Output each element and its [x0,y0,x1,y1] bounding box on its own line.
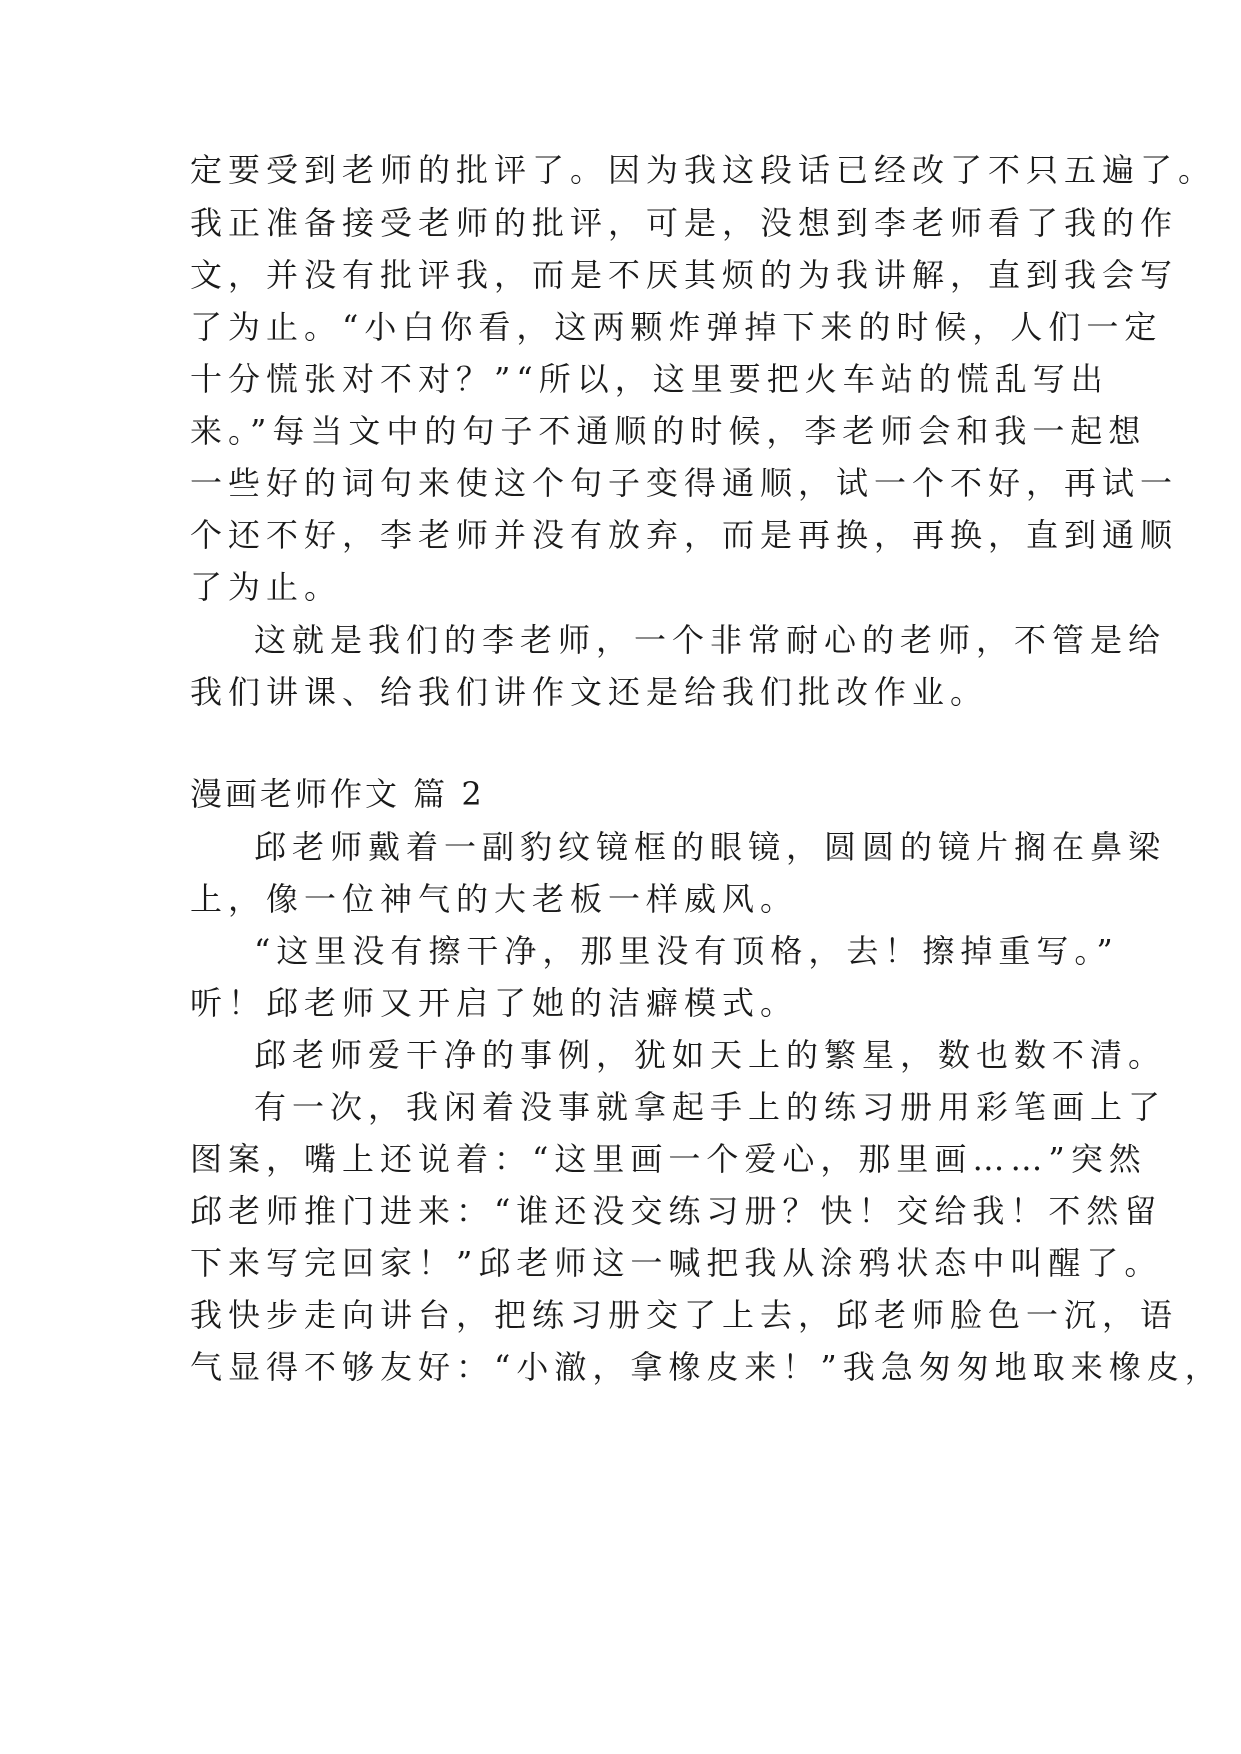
text-line: 了为止。“小白你看，这两颗炸弹掉下来的时候，人们一定 [190,308,1163,346]
text-line: 来。”每当文中的句子不通顺的时候，李老师会和我一起想 [190,412,1147,450]
text-line: 听！邱老师又开启了她的洁癖模式。 [190,984,799,1022]
text-line: 邱老师推门进来：“谁还没交练习册？快！交给我！不然留 [190,1192,1163,1230]
text-line: 气显得不够友好：“小澈，拿橡皮来！”我急匆匆地取来橡皮， [190,1348,1223,1386]
text-line: “这里没有擦干净，那里没有顶格，去！擦掉重写。” [254,932,1119,970]
text-line: 定要受到老师的批评了。因为我这段话已经改了不只五遍了。 [190,151,1217,189]
text-line: 邱老师戴着一副豹纹镜框的眼镜，圆圆的镜片搁在鼻梁 [254,828,1167,866]
text-line: 一些好的词句来使这个句子变得通顺，试一个不好，再试一 [190,464,1179,502]
text-line: 邱老师爱干净的事例，犹如天上的繁星，数也数不清。 [254,1036,1167,1074]
text-line: 这就是我们的李老师，一个非常耐心的老师，不管是给 [254,621,1167,659]
text-line: 图案，嘴上还说着：“这里画一个爱心，那里画……”突然 [190,1140,1147,1178]
text-line: 十分慌张对不对？”“所以，这里要把火车站的慌乱写出 [190,360,1109,398]
text-line: 了为止。 [190,568,343,606]
text-line: 我快步走向讲台，把练习册交了上去，邱老师脸色一沉，语 [190,1296,1179,1334]
text-line: 下来写完回家！”邱老师这一喊把我从涂鸦状态中叫醒了。 [190,1244,1163,1282]
text-line: 上，像一位神气的大老板一样威风。 [190,880,799,918]
text-line: 我们讲课、给我们讲作文还是给我们批改作业。 [190,673,989,711]
text-line: 我正准备接受老师的批评，可是，没想到李老师看了我的作 [190,204,1179,242]
text-line: 有一次，我闲着没事就拿起手上的练习册用彩笔画上了 [254,1088,1167,1126]
text-line: 文，并没有批评我，而是不厌其烦的为我讲解，直到我会写 [190,256,1179,294]
text-line: 个还不好，李老师并没有放弃，而是再换，再换，直到通顺 [190,516,1179,554]
section-heading: 漫画老师作文 篇 2 [190,775,485,813]
